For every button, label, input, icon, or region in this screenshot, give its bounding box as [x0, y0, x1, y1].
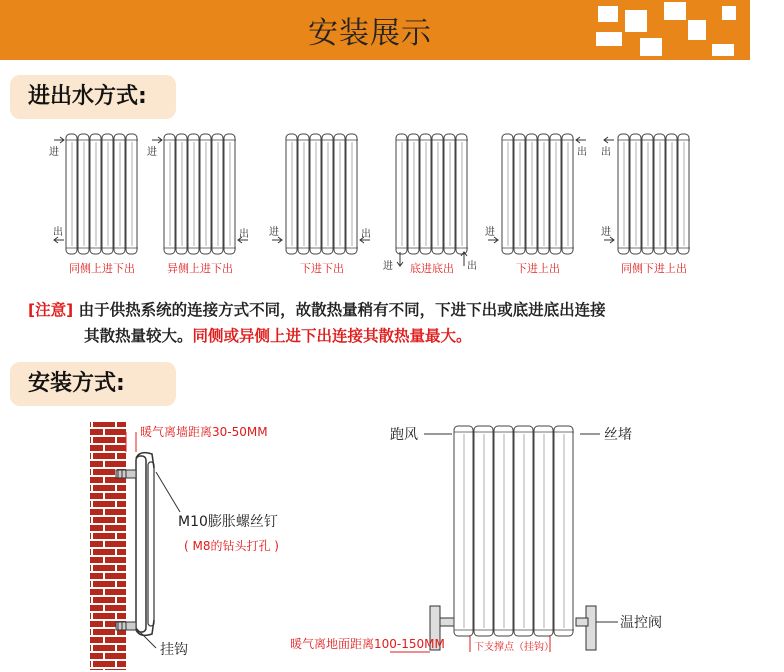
section-title-installation: 安装方式: — [10, 362, 176, 406]
drill-label: ( M8的钻头打孔 ) — [184, 539, 279, 553]
vent-label: 跑风 — [390, 427, 418, 443]
out-label: 出 — [236, 228, 248, 238]
in-label: 进 — [46, 146, 58, 156]
plug-label: 丝堵 — [604, 427, 632, 443]
hook-label: 挂钩 — [160, 642, 188, 658]
connection-diagram — [47, 134, 139, 275]
note-text-2 — [84, 323, 784, 349]
bolt-icon — [116, 470, 136, 478]
header-banner — [0, 0, 750, 60]
decor-square — [598, 6, 618, 22]
section-title-connection: 进出水方式: — [10, 75, 176, 119]
in-label: 进 — [598, 226, 610, 236]
out-label: 出 — [574, 146, 586, 156]
decor-square — [722, 6, 736, 20]
connection-diagram — [483, 134, 587, 275]
connection-label: 同侧下进上出 — [621, 262, 687, 275]
decor-square — [664, 2, 686, 20]
note-line2-prefix: 其散热量较大。 — [84, 327, 193, 345]
radiator-columns — [454, 426, 574, 636]
decor-square — [688, 20, 706, 40]
connection-label: 同侧上进下出 — [69, 262, 135, 275]
in-label: 进 — [482, 226, 494, 236]
note-tag: [注意] — [28, 301, 74, 319]
front-install-diagram — [290, 412, 710, 672]
brick-wall — [90, 422, 126, 670]
out-label: 出 — [598, 146, 610, 156]
connection-label: 异侧上进下出 — [167, 262, 233, 275]
out-label: 出 — [358, 228, 370, 238]
connection-label: 下进上出 — [516, 262, 560, 275]
out-label: 出 — [50, 226, 62, 236]
bolt-icon — [116, 622, 136, 630]
in-label: 进 — [144, 146, 156, 156]
note-line1: 由于供热系统的连接方式不同，故散热量稍有不同，下进下出或底进底出连接 — [78, 301, 606, 319]
page-title: 安装展示 — [308, 16, 432, 51]
radiator-side — [136, 456, 146, 632]
connection-diagram — [381, 134, 477, 275]
note-line2-emphasis: 同侧或异侧上进下出连接其散热量最大。 — [192, 327, 472, 345]
connection-label: 下进下出 — [300, 262, 344, 275]
in-label: 进 — [380, 260, 392, 270]
side-install-diagram — [80, 412, 440, 672]
connection-label: 底进底出 — [410, 262, 454, 275]
screw-label: M10膨胀螺丝钉 — [178, 514, 278, 530]
lower-support-label: 下支撑点（挂钩） — [474, 642, 554, 653]
connection-diagram — [267, 134, 371, 275]
out-label: 出 — [464, 260, 476, 270]
valve-icon — [576, 606, 596, 650]
floor-distance-label: 暖气离地面距离100-150MM — [290, 637, 445, 651]
note-text — [28, 297, 728, 323]
decor-square — [640, 38, 662, 56]
connection-diagram — [145, 134, 249, 275]
decor-square — [712, 44, 734, 56]
in-label: 进 — [266, 226, 278, 236]
connection-diagram — [599, 134, 691, 275]
wall-distance-label: 暖气离墙距离30-50MM — [140, 425, 268, 439]
decor-square — [596, 32, 622, 46]
valve-label: 温控阀 — [620, 615, 662, 631]
decor-square — [625, 10, 647, 32]
